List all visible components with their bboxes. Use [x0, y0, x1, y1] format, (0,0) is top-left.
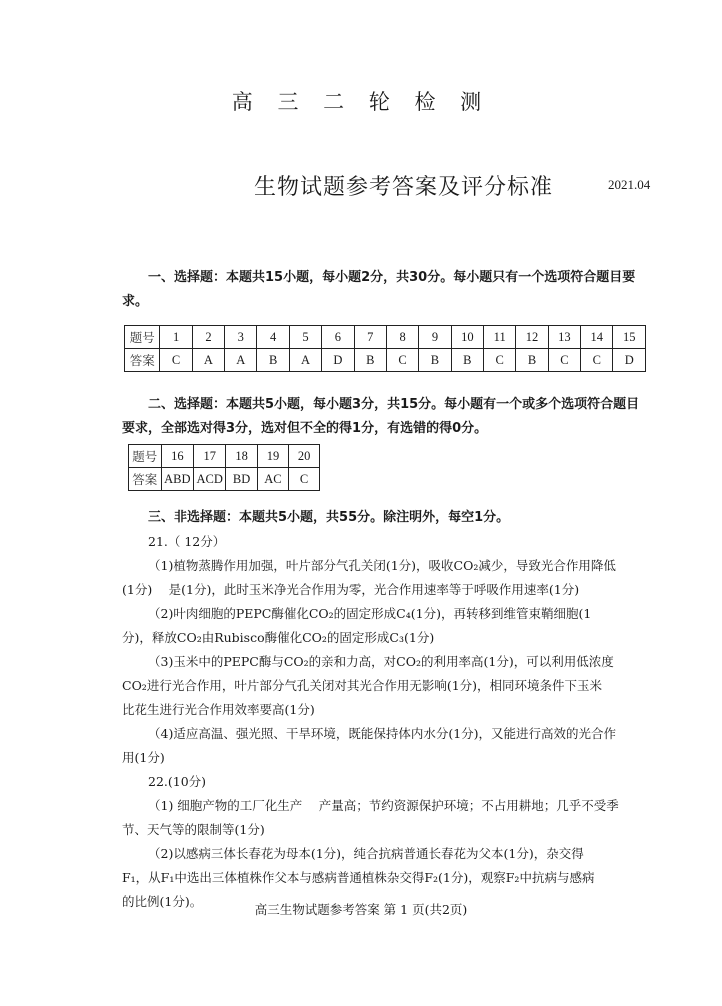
question-number: 9: [419, 326, 451, 349]
answer-cell: BD: [226, 468, 257, 491]
q22-part2-line1: （2)以感病三体长春花为母本(1分)，纯合抗病普通长春花为父本(1分)，杂交得: [148, 846, 584, 861]
question-number: 3: [225, 326, 257, 349]
q21-part3-line2: CO₂进行光合作用，叶片部分气孔关闭对其光合作用无影响(1分)，相同环境条件下玉米: [122, 678, 603, 693]
answer-cell: B: [516, 349, 548, 372]
q21-part1-line1: （1)植物蒸腾作用加强，叶片部分气孔关闭(1分)，吸收CO₂减少，导致光合作用降低: [148, 558, 616, 573]
table-row-numbers: [125, 326, 646, 349]
answer-cell: B: [451, 349, 483, 372]
question-number: 18: [226, 445, 257, 468]
section1-heading: [122, 266, 658, 314]
answer-table-2: [128, 444, 320, 491]
section3-heading-text: 三、非选择题：本题共5小题，共55分。除注明外，每空1分。: [148, 510, 510, 525]
question-number: 6: [322, 326, 354, 349]
question-number: 8: [386, 326, 418, 349]
question-number: 17: [194, 445, 226, 468]
table-row-numbers: [129, 445, 320, 468]
answer-cell: ABD: [161, 468, 193, 491]
q22-part2-line3: 的比例(1分)。: [122, 894, 203, 909]
answer-cell: ACD: [194, 468, 226, 491]
table-row-answers: [125, 349, 646, 372]
row-label: 答案: [125, 349, 160, 372]
answer-table-1: [124, 325, 646, 372]
table-row-answers: [129, 468, 320, 491]
document-subtitle: 生物试题参考答案及评分标准: [254, 175, 554, 200]
section2-heading-line2: 要求，全部选对得3分，选对但不全的得1分，有选错的得0分。: [122, 421, 488, 436]
question-number: 15: [613, 326, 646, 349]
page-footer: 高三生物试题参考答案 第 1 页(共2页): [254, 902, 468, 917]
row-label: 答案: [129, 468, 162, 491]
answer-cell: B: [419, 349, 451, 372]
q22-part1-line2: 节、天气等的限制等(1分): [122, 822, 265, 837]
answer-cell: C: [160, 349, 192, 372]
exam-title: 高 三 二 轮 检 测: [231, 90, 491, 114]
q21-part4-line1: （4)适应高温、强光照、干旱环境，既能保持体内水分(1分)，又能进行高效的光合作: [148, 726, 617, 741]
answer-cell: D: [613, 349, 646, 372]
answer-cell: AC: [257, 468, 288, 491]
q21-part1-line2: (1分) 是(1分)，此时玉米净光合作用为零，光合作用速率等于呼吸作用速率(1分): [122, 582, 580, 597]
question-number: 5: [289, 326, 321, 349]
answer-cell: C: [289, 468, 320, 491]
answer-cell: D: [322, 349, 354, 372]
question-number: 7: [354, 326, 386, 349]
answer-cell: C: [581, 349, 613, 372]
q21-part3-line3: 比花生进行光合作用效率要高(1分): [122, 702, 315, 717]
q22-part2-line2: F₁，从F₁中选出三体植株作父本与感病普通植株杂交得F₂(1分)，观察F₂中抗病与感病: [122, 870, 595, 885]
q21-part2-line1: （2)叶肉细胞的PEPC酶催化CO₂的固定形成C₄(1分)，再转移到维管束鞘细胞(1: [148, 606, 592, 621]
answer-cell: B: [354, 349, 386, 372]
q21-part2-line2: 分)，释放CO₂由Rubisco酶催化CO₂的固定形成C₃(1分): [122, 630, 435, 645]
answer-cell: C: [548, 349, 580, 372]
q21-part4-line2: 用(1分): [122, 750, 165, 765]
question-number: 4: [257, 326, 289, 349]
question-number: 20: [289, 445, 320, 468]
q22-title: 22.(10分): [148, 774, 207, 789]
section1-heading-text: 一、选择题：本题共15小题，每小题2分，共30分。每小题只有一个选项符合题目要求。: [122, 270, 636, 309]
row-label: 题号: [125, 326, 160, 349]
answer-cell: A: [192, 349, 224, 372]
question-number: 10: [451, 326, 483, 349]
question-number: 1: [160, 326, 192, 349]
question-21: [122, 530, 658, 914]
q21-part3-line1: （3)玉米中的PEPC酶与CO₂的亲和力高，对CO₂的利用率高(1分)，可以利用低浓度: [148, 654, 614, 669]
section2-heading-line1: 二、选择题：本题共5小题，每小题3分，共15分。每小题有一个或多个选项符合题目: [148, 397, 640, 412]
answer-cell: C: [386, 349, 418, 372]
question-number: 12: [516, 326, 548, 349]
question-number: 19: [257, 445, 288, 468]
question-number: 16: [161, 445, 193, 468]
answer-cell: C: [484, 349, 516, 372]
document-date: 2021.04: [608, 177, 651, 192]
question-number: 2: [192, 326, 224, 349]
row-label: 题号: [129, 445, 162, 468]
question-number: 13: [548, 326, 580, 349]
question-number: 11: [484, 326, 516, 349]
q21-title: 21.（ 12分）: [148, 534, 226, 549]
section3-heading: [122, 506, 658, 530]
answer-cell: A: [225, 349, 257, 372]
q22-part1-line1: （1) 细胞产物的工厂化生产 产量高；节约资源保护环境；不占用耕地；几乎不受季: [148, 798, 619, 813]
question-number: 14: [581, 326, 613, 349]
answer-cell: A: [289, 349, 321, 372]
answer-cell: B: [257, 349, 289, 372]
section2-heading: [122, 393, 658, 441]
